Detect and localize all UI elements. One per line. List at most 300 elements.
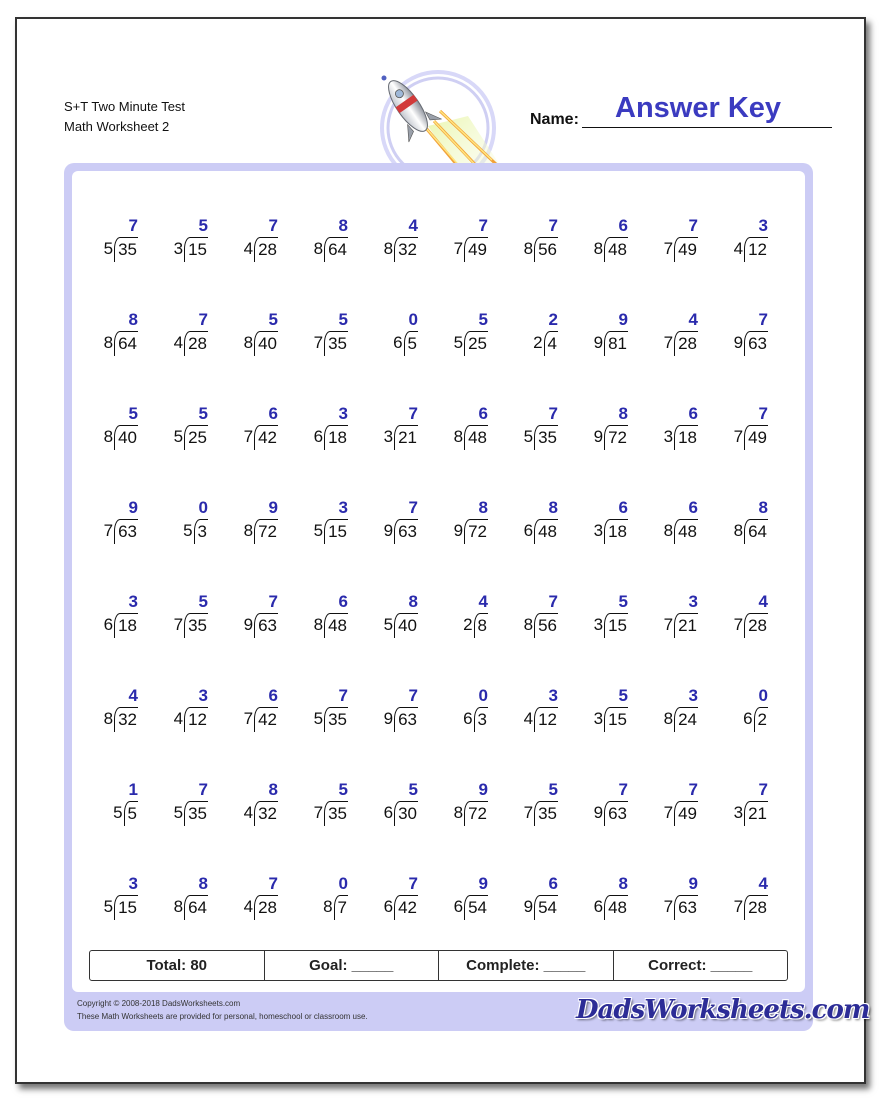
quotient-answer: 5 — [198, 404, 208, 423]
division-problem — [646, 215, 716, 309]
division-row — [743, 707, 768, 732]
division-row — [244, 613, 278, 638]
division-problem — [646, 309, 716, 403]
division-row — [454, 801, 488, 826]
dividend: 40 — [254, 331, 278, 356]
dividend: 24 — [674, 707, 698, 732]
usage-note: These Math Worksheets are provided for personal, homeschool or classroom use. — [77, 1012, 368, 1021]
division-problem — [296, 779, 366, 873]
quotient-answer: 4 — [128, 686, 138, 705]
division-row — [594, 801, 628, 826]
dividend: 8 — [474, 613, 488, 638]
divisor: 8 — [453, 427, 464, 446]
division-problem — [156, 309, 226, 403]
division-problem — [436, 309, 506, 403]
division-row — [664, 237, 698, 262]
quotient-answer: 3 — [128, 592, 138, 611]
divisor: 5 — [103, 897, 114, 916]
quotient-answer: 6 — [338, 592, 348, 611]
quotient-answer: 7 — [408, 498, 418, 517]
division-problem — [436, 403, 506, 497]
division-row — [594, 331, 628, 356]
division-problem — [646, 497, 716, 591]
quotient-answer: 2 — [548, 310, 558, 329]
dividend: 32 — [394, 237, 418, 262]
divisor: 8 — [663, 521, 674, 540]
quotient-answer: 3 — [548, 686, 558, 705]
quotient-answer: 8 — [478, 498, 488, 517]
division-row — [594, 425, 628, 450]
divisor: 3 — [593, 521, 604, 540]
quotient-answer: 4 — [758, 874, 768, 893]
quotient-answer: 8 — [268, 780, 278, 799]
division-row — [734, 613, 768, 638]
divisor: 9 — [593, 427, 604, 446]
division-problem — [436, 591, 506, 685]
dividend: 7 — [334, 895, 348, 920]
division-problem — [366, 591, 436, 685]
quotient-answer: 7 — [268, 216, 278, 235]
quotient-answer: 3 — [688, 592, 698, 611]
dividend: 18 — [674, 425, 698, 450]
division-problem — [436, 497, 506, 591]
division-problem — [506, 779, 576, 873]
division-row — [104, 613, 138, 638]
divisor: 4 — [243, 803, 254, 822]
quotient-answer: 7 — [408, 404, 418, 423]
divisor: 7 — [243, 427, 254, 446]
division-row — [384, 237, 418, 262]
division-problem — [436, 685, 506, 779]
quotient-answer: 7 — [478, 216, 488, 235]
dividend: 18 — [604, 519, 628, 544]
division-row — [104, 707, 138, 732]
divisor: 3 — [593, 709, 604, 728]
dividend: 64 — [324, 237, 348, 262]
divisor: 6 — [743, 709, 753, 728]
division-row — [174, 425, 208, 450]
dividend: 25 — [464, 331, 488, 356]
divisor: 7 — [663, 239, 674, 258]
division-row — [463, 707, 488, 732]
division-problem — [576, 215, 646, 309]
division-row — [314, 425, 348, 450]
division-row — [174, 895, 208, 920]
division-row — [463, 613, 488, 638]
division-problem — [226, 497, 296, 591]
division-row — [183, 519, 208, 544]
dividend: 64 — [184, 895, 208, 920]
division-row — [524, 801, 558, 826]
worksheet-title-line1: S+T Two Minute Test — [64, 99, 186, 114]
divisor: 7 — [313, 803, 324, 822]
division-row — [384, 425, 418, 450]
quotient-answer: 7 — [758, 310, 768, 329]
quotient-answer: 5 — [128, 404, 138, 423]
division-problem — [226, 309, 296, 403]
divisor: 3 — [663, 427, 674, 446]
division-problem — [86, 215, 156, 309]
quotient-answer: 7 — [548, 216, 558, 235]
quotient-answer: 5 — [268, 310, 278, 329]
quotient-answer: 8 — [198, 874, 208, 893]
quotient-answer: 7 — [548, 592, 558, 611]
division-row — [594, 707, 628, 732]
dadsworksheets-logo: DadsWorksheets.com — [576, 995, 870, 1025]
division-problem — [716, 497, 786, 591]
divisor: 2 — [463, 615, 473, 634]
quotient-answer: 4 — [478, 592, 488, 611]
division-row — [174, 331, 208, 356]
division-row — [454, 895, 488, 920]
division-row — [664, 895, 698, 920]
quotient-answer: 6 — [688, 498, 698, 517]
division-row — [664, 613, 698, 638]
dividend: 15 — [324, 519, 348, 544]
divisor: 5 — [173, 803, 184, 822]
dividend: 30 — [394, 801, 418, 826]
quotient-answer: 8 — [548, 498, 558, 517]
divisor: 6 — [313, 427, 324, 446]
division-problem — [86, 685, 156, 779]
division-problem — [506, 591, 576, 685]
division-row — [533, 331, 558, 356]
division-row — [524, 425, 558, 450]
dividend: 56 — [534, 613, 558, 638]
divisor: 9 — [733, 333, 744, 352]
division-problem — [366, 779, 436, 873]
goal-cell: Goal: _____ — [265, 951, 440, 980]
dividend: 63 — [604, 801, 628, 826]
dividend: 48 — [604, 895, 628, 920]
quotient-answer: 9 — [268, 498, 278, 517]
division-row — [384, 801, 418, 826]
dividend: 64 — [744, 519, 768, 544]
quotient-answer: 7 — [268, 592, 278, 611]
divisor: 5 — [383, 615, 394, 634]
division-row — [594, 895, 628, 920]
worksheet-title — [64, 97, 185, 137]
dividend: 48 — [604, 237, 628, 262]
quotient-answer: 7 — [198, 310, 208, 329]
quotient-answer: 8 — [618, 874, 628, 893]
dividend: 35 — [534, 425, 558, 450]
quotient-answer: 3 — [688, 686, 698, 705]
quotient-answer: 9 — [618, 310, 628, 329]
division-problem — [716, 403, 786, 497]
divisor: 6 — [523, 521, 534, 540]
quotient-answer: 7 — [268, 874, 278, 893]
divisor: 5 — [113, 803, 123, 822]
quotient-answer: 9 — [478, 780, 488, 799]
dividend: 49 — [744, 425, 768, 450]
dividend: 32 — [114, 707, 138, 732]
division-row — [104, 237, 138, 262]
quotient-answer: 4 — [408, 216, 418, 235]
divisor: 6 — [103, 615, 114, 634]
divisor: 7 — [243, 709, 254, 728]
dividend: 48 — [534, 519, 558, 544]
divisor: 6 — [453, 897, 464, 916]
division-row — [454, 237, 488, 262]
division-problem — [716, 779, 786, 873]
divisor: 6 — [393, 333, 403, 352]
divisor: 8 — [243, 333, 254, 352]
worksheet-title-line2: Math Worksheet 2 — [64, 119, 170, 134]
copyright-line: Copyright © 2008-2018 DadsWorksheets.com — [77, 999, 241, 1008]
division-problem — [86, 497, 156, 591]
division-row — [384, 895, 418, 920]
division-row — [244, 425, 278, 450]
division-row — [454, 519, 488, 544]
quotient-answer: 5 — [198, 592, 208, 611]
dividend: 3 — [194, 519, 208, 544]
correct-cell: Correct: _____ — [648, 957, 753, 974]
score-bar — [89, 950, 788, 981]
division-problem — [296, 497, 366, 591]
division-problem — [646, 779, 716, 873]
divisor: 7 — [733, 615, 744, 634]
dividend: 72 — [604, 425, 628, 450]
divisor: 8 — [103, 427, 114, 446]
divisor: 8 — [243, 521, 254, 540]
dividend: 63 — [394, 519, 418, 544]
divisor: 4 — [243, 897, 254, 916]
division-problem — [156, 497, 226, 591]
quotient-answer: 8 — [618, 404, 628, 423]
division-row — [174, 613, 208, 638]
quotient-answer: 5 — [618, 592, 628, 611]
divisor: 7 — [733, 897, 744, 916]
divisor: 3 — [173, 239, 184, 258]
quotient-answer: 5 — [338, 310, 348, 329]
divisor: 8 — [733, 521, 744, 540]
name-label: Name: — [530, 111, 579, 128]
division-problem — [436, 215, 506, 309]
divisor: 8 — [313, 615, 324, 634]
division-problem — [156, 591, 226, 685]
dividend: 21 — [744, 801, 768, 826]
divisor: 7 — [103, 521, 114, 540]
division-problem — [576, 779, 646, 873]
division-problem — [646, 591, 716, 685]
division-row — [314, 707, 348, 732]
dividend: 28 — [184, 331, 208, 356]
dividend: 72 — [254, 519, 278, 544]
dividend: 40 — [394, 613, 418, 638]
division-row — [104, 425, 138, 450]
dividend: 63 — [394, 707, 418, 732]
division-row — [174, 237, 208, 262]
division-problem — [576, 497, 646, 591]
divisor: 7 — [663, 615, 674, 634]
dividend: 72 — [464, 519, 488, 544]
divisor: 2 — [533, 333, 543, 352]
division-row — [113, 801, 138, 826]
division-row — [734, 331, 768, 356]
dividend: 35 — [324, 331, 348, 356]
divisor: 9 — [593, 803, 604, 822]
divisor: 4 — [173, 333, 184, 352]
dividend: 40 — [114, 425, 138, 450]
quotient-answer: 9 — [128, 498, 138, 517]
dividend: 12 — [534, 707, 558, 732]
dividend: 5 — [124, 801, 138, 826]
dividend: 18 — [324, 425, 348, 450]
dividend: 12 — [184, 707, 208, 732]
division-problem — [366, 215, 436, 309]
quotient-answer: 6 — [688, 404, 698, 423]
division-row — [314, 801, 348, 826]
quotient-answer: 0 — [338, 874, 348, 893]
quotient-answer: 3 — [198, 686, 208, 705]
division-row — [384, 519, 418, 544]
divisor: 6 — [593, 897, 604, 916]
dividend: 72 — [464, 801, 488, 826]
dividend: 28 — [254, 237, 278, 262]
dividend: 32 — [254, 801, 278, 826]
division-row — [594, 613, 628, 638]
dividend: 15 — [604, 707, 628, 732]
dividend: 63 — [674, 895, 698, 920]
quotient-answer: 4 — [688, 310, 698, 329]
division-row — [734, 895, 768, 920]
division-row — [664, 801, 698, 826]
dividend: 64 — [114, 331, 138, 356]
divisor: 7 — [313, 333, 324, 352]
division-row — [734, 237, 768, 262]
quotient-answer: 6 — [618, 498, 628, 517]
divisor: 8 — [313, 239, 324, 258]
division-problem — [716, 685, 786, 779]
quotient-answer: 3 — [338, 404, 348, 423]
division-problem — [296, 309, 366, 403]
division-problem — [296, 215, 366, 309]
quotient-answer: 8 — [128, 310, 138, 329]
quotient-answer: 7 — [758, 780, 768, 799]
division-row — [393, 331, 418, 356]
division-row — [174, 707, 208, 732]
division-row — [244, 801, 278, 826]
division-problem — [506, 685, 576, 779]
division-row — [734, 519, 768, 544]
division-problem — [506, 497, 576, 591]
quotient-answer: 5 — [408, 780, 418, 799]
divisor: 6 — [383, 897, 394, 916]
divisor: 9 — [523, 897, 534, 916]
dividend: 2 — [754, 707, 768, 732]
division-row — [244, 237, 278, 262]
division-problem — [86, 309, 156, 403]
divisor: 7 — [663, 803, 674, 822]
quotient-answer: 7 — [408, 686, 418, 705]
divisor: 8 — [323, 897, 333, 916]
quotient-answer: 7 — [408, 874, 418, 893]
quotient-answer: 0 — [758, 686, 768, 705]
division-problem — [226, 591, 296, 685]
division-problem — [86, 779, 156, 873]
quotient-answer: 7 — [618, 780, 628, 799]
divisor: 7 — [733, 427, 744, 446]
division-problem — [576, 591, 646, 685]
divisor: 9 — [383, 709, 394, 728]
dividend: 49 — [464, 237, 488, 262]
quotient-answer: 7 — [198, 780, 208, 799]
division-row — [314, 237, 348, 262]
division-problem — [296, 685, 366, 779]
quotient-answer: 5 — [478, 310, 488, 329]
division-row — [664, 707, 698, 732]
division-problem — [716, 591, 786, 685]
total-cell: Total: 80 — [90, 951, 265, 980]
division-row — [314, 613, 348, 638]
divisor: 8 — [383, 239, 394, 258]
division-problem — [506, 403, 576, 497]
divisor: 4 — [243, 239, 254, 258]
quotient-answer: 8 — [408, 592, 418, 611]
dividend: 48 — [324, 613, 348, 638]
division-problem — [226, 215, 296, 309]
divisor: 4 — [173, 709, 184, 728]
divisor: 7 — [663, 333, 674, 352]
quotient-answer: 7 — [548, 404, 558, 423]
dividend: 81 — [604, 331, 628, 356]
complete-cell: Complete: _____ — [439, 951, 614, 980]
division-problem — [366, 403, 436, 497]
divisor: 8 — [523, 239, 534, 258]
dividend: 15 — [114, 895, 138, 920]
divisor: 8 — [103, 333, 114, 352]
division-row — [104, 331, 138, 356]
name-line — [582, 127, 832, 128]
division-problem — [646, 685, 716, 779]
division-row — [524, 237, 558, 262]
name-field — [530, 90, 832, 130]
divisor: 9 — [453, 521, 464, 540]
divisor: 7 — [173, 615, 184, 634]
division-row — [454, 425, 488, 450]
division-problem — [366, 309, 436, 403]
division-row — [734, 801, 768, 826]
division-row — [314, 519, 348, 544]
dividend: 48 — [464, 425, 488, 450]
divisor: 8 — [523, 615, 534, 634]
dividend: 4 — [544, 331, 558, 356]
divisor: 7 — [453, 239, 464, 258]
quotient-answer: 6 — [268, 404, 278, 423]
division-row — [524, 519, 558, 544]
quotient-answer: 7 — [338, 686, 348, 705]
divisor: 4 — [733, 239, 744, 258]
dividend: 42 — [254, 425, 278, 450]
dividend: 54 — [464, 895, 488, 920]
division-row — [104, 895, 138, 920]
dividend: 42 — [394, 895, 418, 920]
dividend: 28 — [254, 895, 278, 920]
divisor: 3 — [593, 615, 604, 634]
divisor: 6 — [463, 709, 473, 728]
dividend: 54 — [534, 895, 558, 920]
division-problem — [226, 779, 296, 873]
dividend: 48 — [674, 519, 698, 544]
division-problem — [296, 403, 366, 497]
division-row — [244, 895, 278, 920]
divisor: 8 — [103, 709, 114, 728]
divisor: 5 — [313, 521, 324, 540]
divisor: 9 — [383, 521, 394, 540]
division-problem — [716, 215, 786, 309]
dividend: 63 — [744, 331, 768, 356]
